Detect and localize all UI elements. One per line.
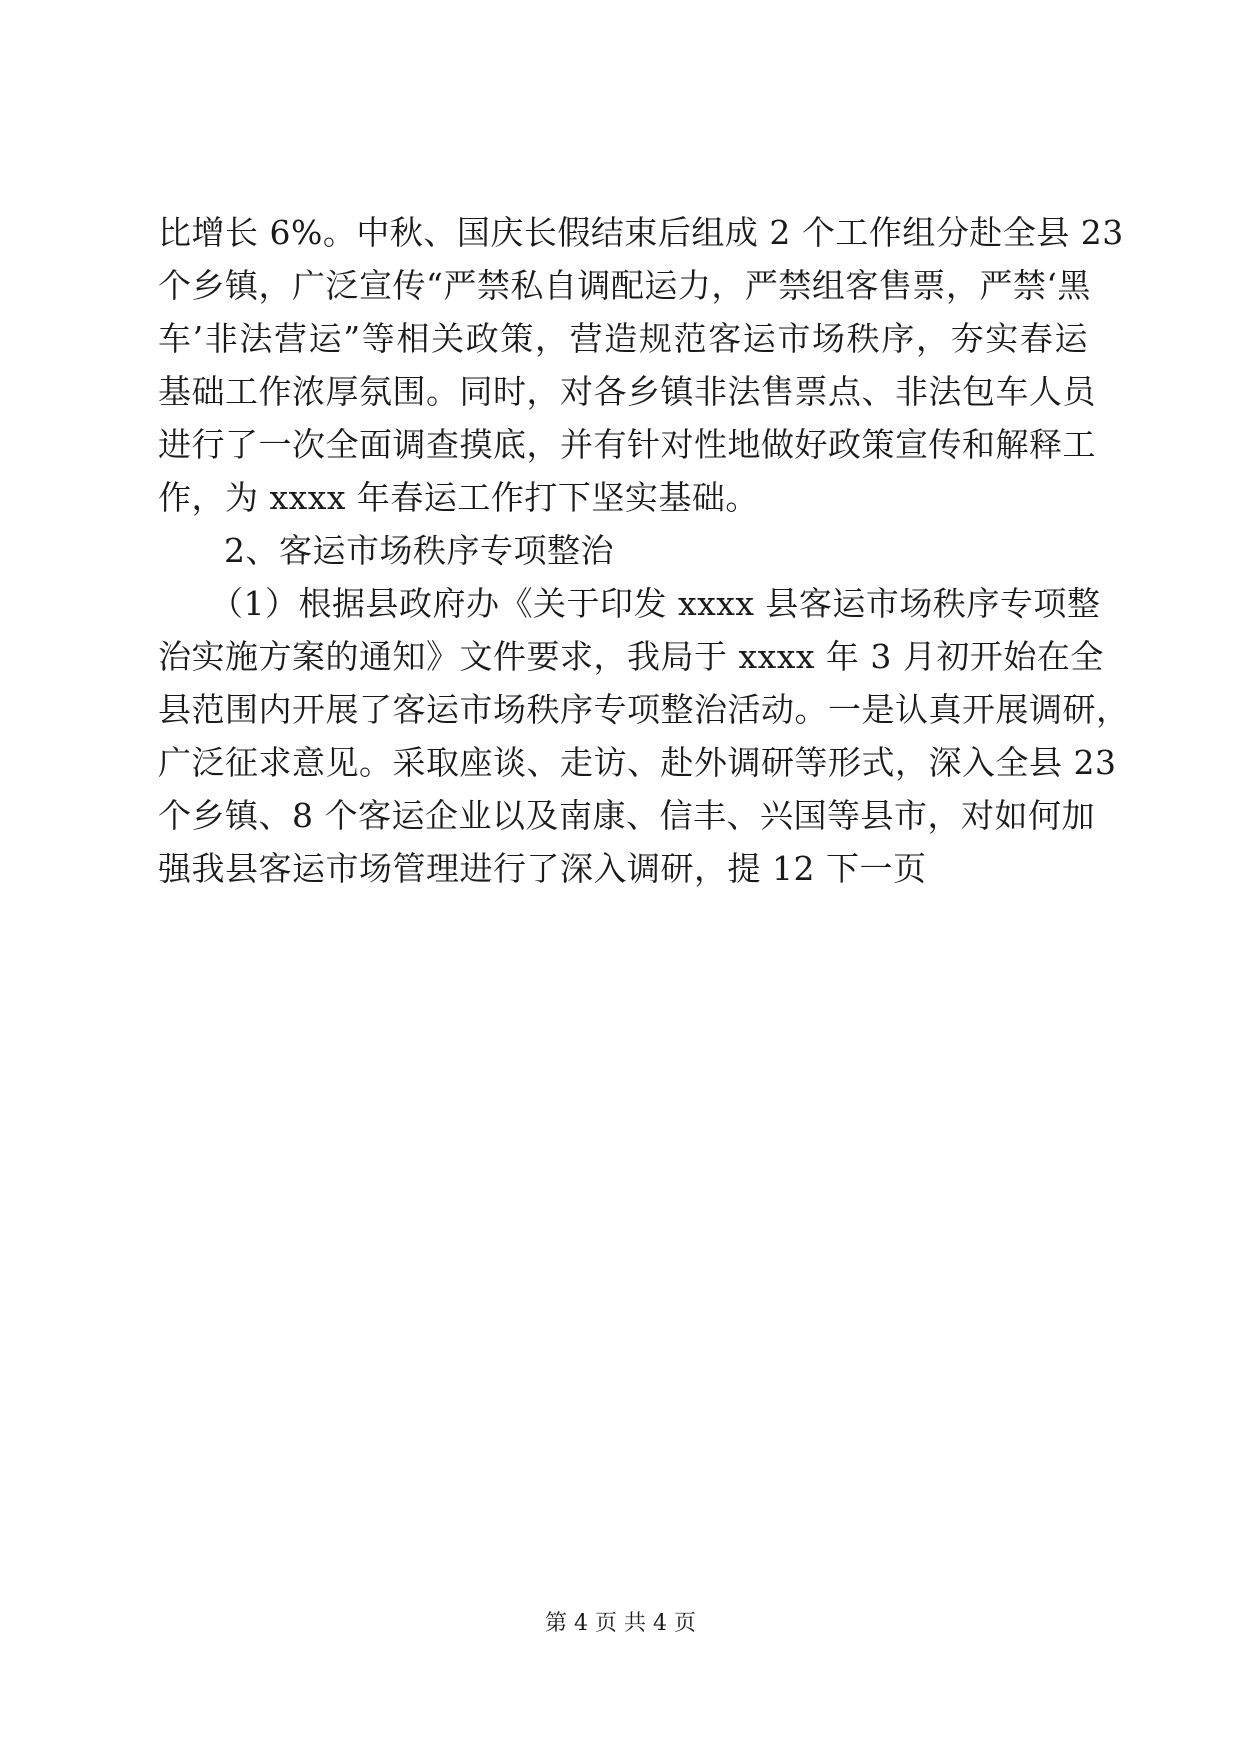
body-line-4: 基础工作浓厚氛围。同时，对各乡镇非法售票点、非法包车人员 [158, 372, 1096, 411]
body-line-5: 进行了一次全面调查摸底，并有针对性地做好政策宣传和解释工 [158, 425, 1096, 464]
body-line-13: 强我县客运市场管理进行了深入调研，提 12 下一页 [158, 849, 927, 888]
body-line-8: （1）根据县政府办《关于印发 xxxx 县客运市场秩序专项整 [210, 584, 1101, 623]
body-line-3: 车’非法营运”等相关政策，营造规范客运市场秩序，夯实春运 [158, 319, 1088, 358]
body-line-6: 作，为 xxxx 年春运工作打下坚实基础。 [158, 478, 759, 517]
body-line-9: 治实施方案的通知》文件要求，我局于 xxxx 年 3 月初开始在全 [158, 637, 1104, 676]
body-line-2: 个乡镇，广泛宣传“严禁私自调配运力，严禁组客售票，严禁‘黑 [158, 266, 1091, 305]
body-line-12: 个乡镇、8 个客运企业以及南康、信丰、兴国等县市，对如何加 [158, 796, 1095, 835]
body-line-10: 县范围内开展了客运市场秩序专项整治活动。一是认真开展调研， [158, 690, 1130, 729]
body-line-11: 广泛征求意见。采取座谈、走访、赴外调研等形式，深入全县 23 [158, 743, 1117, 782]
section-heading: 2、客运市场秩序专项整治 [224, 531, 614, 570]
body-line-1: 比增长 6%。中秋、国庆长假结束后组成 2 个工作组分赴全县 23 [158, 213, 1124, 252]
page-number-footer: 第 4 页 共 4 页 [545, 1611, 696, 1636]
